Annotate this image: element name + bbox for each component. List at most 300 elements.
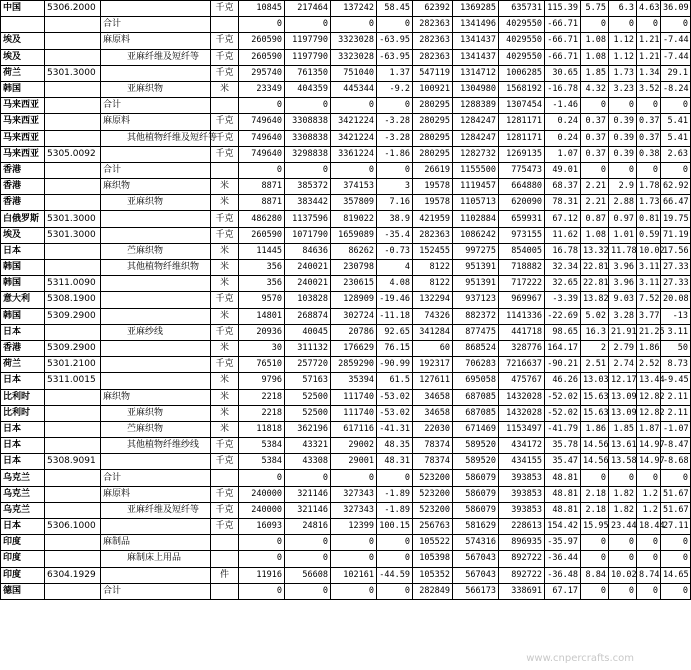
value-cell: 2.88 [609,195,637,211]
value-cell: 0.39 [609,114,637,130]
product-cell: 麻原料 [101,486,211,502]
table-row [1,195,691,211]
table-row [1,405,691,421]
hs-code-cell [45,405,101,421]
value-cell: 0 [661,98,691,114]
value-cell: 356 [239,260,285,276]
table-row [1,373,691,389]
value-cell: -1.07 [661,421,691,437]
value-cell: 11818 [239,421,285,437]
unit-cell: 米 [211,373,239,389]
value-cell: 404359 [285,81,331,97]
value-cell: 0 [285,17,331,33]
value-cell: 14801 [239,308,285,324]
value-cell: 1.82 [609,486,637,502]
value-cell: 0 [581,535,609,551]
value-cell: 393853 [499,486,545,502]
value-cell: 1.87 [637,421,661,437]
country-cell: 埃及 [1,33,45,49]
value-cell: 71.19 [661,227,691,243]
unit-cell: 米 [211,389,239,405]
table-row [1,33,691,49]
value-cell: 385372 [285,179,331,195]
hs-code-cell: 5301.3000 [45,65,101,81]
table-row [1,583,691,599]
value-cell: 5384 [239,438,285,454]
value-cell: 1.78 [637,179,661,195]
country-cell: 荷兰 [1,65,45,81]
value-cell: 21.91 [609,324,637,340]
table-row [1,454,691,470]
product-cell: 麻织物 [101,389,211,405]
value-cell: -52.02 [545,389,581,405]
value-cell: 4 [377,260,413,276]
product-cell [101,227,211,243]
value-cell: 717222 [499,276,545,292]
value-cell: 0 [331,535,377,551]
value-cell: 0 [377,470,413,486]
hs-code-cell [45,17,101,33]
value-cell: -36.44 [545,551,581,567]
value-cell: 76510 [239,357,285,373]
value-cell: 0.39 [609,130,637,146]
table-row [1,243,691,259]
table-row [1,17,691,33]
value-cell: 3 [377,179,413,195]
value-cell: -11.18 [377,308,413,324]
value-cell: 0.37 [637,114,661,130]
value-cell: 6.3 [609,1,637,17]
hs-code-cell [45,583,101,599]
hs-code-cell [45,502,101,518]
value-cell: 4029550 [499,33,545,49]
product-cell: 亚麻织物 [101,405,211,421]
hs-code-cell [45,179,101,195]
value-cell: 751040 [331,65,377,81]
value-cell: 4.63 [637,1,661,17]
unit-cell [211,470,239,486]
value-cell: 0 [637,98,661,114]
country-cell: 比利时 [1,389,45,405]
value-cell: 49.01 [545,162,581,178]
table-row [1,389,691,405]
hs-code-cell [45,470,101,486]
value-cell: 0 [661,162,691,178]
value-cell: 132294 [413,292,453,308]
value-cell: 137242 [331,1,377,17]
table-row [1,98,691,114]
unit-cell [211,583,239,599]
value-cell: -3.39 [545,292,581,308]
hs-code-cell [45,114,101,130]
product-cell: 亚麻织物 [101,195,211,211]
value-cell: 280295 [413,98,453,114]
value-cell: 9570 [239,292,285,308]
value-cell: 0 [377,551,413,567]
country-cell: 马来西亚 [1,98,45,114]
value-cell: -52.02 [545,405,581,421]
value-cell: 4029550 [499,17,545,33]
value-cell: 5384 [239,454,285,470]
hs-code-cell [45,98,101,114]
value-cell: 0 [609,535,637,551]
value-cell: 22.81 [581,260,609,276]
value-cell: 3.23 [609,81,637,97]
value-cell: 969967 [499,292,545,308]
value-cell: 4.08 [377,276,413,292]
value-cell: 620090 [499,195,545,211]
table-row [1,502,691,518]
value-cell: 1.37 [377,65,413,81]
value-cell: 13.82 [581,292,609,308]
value-cell: 3.52 [637,81,661,97]
value-cell: 14.65 [661,567,691,583]
value-cell: 0.59 [637,227,661,243]
value-cell: 3.96 [609,276,637,292]
value-cell: 695058 [453,373,499,389]
value-cell: 749640 [239,130,285,146]
value-cell: 8.74 [637,567,661,583]
country-cell: 中国 [1,1,45,17]
value-cell: 321146 [285,486,331,502]
country-cell: 香港 [1,340,45,356]
value-cell: -36.48 [545,567,581,583]
unit-cell: 千克 [211,438,239,454]
hs-code-cell [45,324,101,340]
value-cell: -7.44 [661,49,691,65]
product-cell [101,308,211,324]
value-cell: 0 [377,98,413,114]
value-cell: -90.21 [545,357,581,373]
value-cell: 192317 [413,357,453,373]
value-cell: 0.81 [637,211,661,227]
value-cell: 295740 [239,65,285,81]
product-cell: 麻制品 [101,535,211,551]
value-cell: 1432028 [499,405,545,421]
value-cell: 35.47 [545,454,581,470]
value-cell: 5.02 [581,308,609,324]
value-cell: 48.35 [377,438,413,454]
value-cell: 86262 [331,243,377,259]
value-cell: 1119457 [453,179,499,195]
value-cell: 100.15 [377,519,413,535]
value-cell: 1.34 [637,65,661,81]
value-cell: 13.61 [609,438,637,454]
value-cell: 589520 [453,438,499,454]
value-cell: 0 [285,162,331,178]
value-cell: 68.37 [545,179,581,195]
value-cell: 3421224 [331,114,377,130]
value-cell: 2.18 [581,502,609,518]
unit-cell: 千克 [211,49,239,65]
product-cell: 苎麻织物 [101,421,211,437]
value-cell: 973155 [499,227,545,243]
table-row [1,114,691,130]
value-cell: 441718 [499,324,545,340]
value-cell: 1105713 [453,195,499,211]
value-cell: 718882 [499,260,545,276]
value-cell: -9.2 [377,81,413,97]
table-row [1,130,691,146]
value-cell: 240000 [239,502,285,518]
value-cell: 328776 [499,340,545,356]
value-cell: 21.25 [637,324,661,340]
value-cell: 0.37 [581,114,609,130]
product-cell: 亚麻纱线 [101,324,211,340]
value-cell: 0 [609,583,637,599]
value-cell: 12399 [331,519,377,535]
value-cell: 1284247 [453,130,499,146]
value-cell: 617116 [331,421,377,437]
hs-code-cell [45,486,101,502]
value-cell: 154.42 [545,519,581,535]
unit-cell: 千克 [211,486,239,502]
value-cell: 8871 [239,195,285,211]
value-cell: 7.52 [637,292,661,308]
value-cell: 1197790 [285,49,331,65]
value-cell: 43321 [285,438,331,454]
table-row [1,486,691,502]
table-row [1,260,691,276]
value-cell: 635731 [499,1,545,17]
value-cell: 0 [285,583,331,599]
value-cell: 2.11 [661,405,691,421]
value-cell: 1102884 [453,211,499,227]
product-cell [101,454,211,470]
value-cell: 393853 [499,502,545,518]
value-cell: 14.56 [581,438,609,454]
value-cell: 0 [609,162,637,178]
value-cell: 51.67 [661,486,691,502]
product-cell [101,357,211,373]
product-cell: 亚麻纤维及短纤等 [101,502,211,518]
value-cell: 0 [661,583,691,599]
hs-code-cell [45,260,101,276]
hs-code-cell [45,421,101,437]
value-cell: 0.37 [581,130,609,146]
value-cell: -3.28 [377,114,413,130]
value-cell: 567043 [453,567,499,583]
value-cell: 2.21 [581,195,609,211]
value-cell: 35.78 [545,438,581,454]
value-cell: 67.17 [545,583,581,599]
value-cell: 0 [581,17,609,33]
value-cell: 434155 [499,454,545,470]
value-cell: -53.02 [377,405,413,421]
value-cell: 18.44 [637,519,661,535]
product-cell [101,373,211,389]
value-cell: 0 [285,470,331,486]
value-cell: 260590 [239,227,285,243]
value-cell: 51.67 [661,502,691,518]
table-row [1,340,691,356]
value-cell: -44.59 [377,567,413,583]
value-cell: -1.89 [377,486,413,502]
value-cell: 62.92 [661,179,691,195]
value-cell: 0 [285,551,331,567]
value-cell: 0 [285,98,331,114]
value-cell: 34658 [413,389,453,405]
unit-cell: 米 [211,308,239,324]
value-cell: 706283 [453,357,499,373]
value-cell: 48.31 [377,454,413,470]
table-row [1,146,691,162]
value-cell: 749640 [239,146,285,162]
value-cell: 0.24 [545,130,581,146]
hs-code-cell [45,49,101,65]
value-cell: 586079 [453,486,499,502]
value-cell: 15.63 [581,389,609,405]
value-cell: 302724 [331,308,377,324]
value-cell: 1.08 [581,33,609,49]
value-cell: 0 [581,583,609,599]
value-cell: 0 [637,470,661,486]
value-cell: 19.75 [661,211,691,227]
country-cell: 香港 [1,195,45,211]
value-cell: 11.78 [609,243,637,259]
value-cell: 0 [661,17,691,33]
value-cell: -63.95 [377,33,413,49]
value-cell: 951391 [453,260,499,276]
value-cell: 0 [239,551,285,567]
value-cell: -8.24 [661,81,691,97]
table-row [1,276,691,292]
country-cell: 埃及 [1,227,45,243]
value-cell: 22.81 [581,276,609,292]
product-cell [101,65,211,81]
value-cell: 5.41 [661,130,691,146]
value-cell: 30 [239,340,285,356]
hs-code-cell: 5308.9091 [45,454,101,470]
value-cell: 20.08 [661,292,691,308]
hs-code-cell: 5311.0015 [45,373,101,389]
value-cell: -66.71 [545,49,581,65]
value-cell: 48.81 [545,486,581,502]
value-cell: 1432028 [499,389,545,405]
value-cell: 14.97 [637,438,661,454]
value-cell: 1.82 [609,502,637,518]
value-cell: 0 [581,98,609,114]
product-cell: 其他植物纤维纱线 [101,438,211,454]
value-cell: 882372 [453,308,499,324]
value-cell: -9.45 [661,373,691,389]
table-row [1,519,691,535]
value-cell: 105398 [413,551,453,567]
unit-cell: 千克 [211,33,239,49]
value-cell: 1.86 [581,421,609,437]
hs-code-cell: 5308.1900 [45,292,101,308]
country-cell: 印度 [1,551,45,567]
value-cell: 1.2 [637,486,661,502]
country-cell: 比利时 [1,405,45,421]
value-cell: 3361224 [331,146,377,162]
table-row [1,49,691,65]
value-cell: 16.3 [581,324,609,340]
value-cell: 1341437 [453,49,499,65]
value-cell: 1568192 [499,81,545,97]
table-body [1,1,691,600]
value-cell: 0 [377,535,413,551]
value-cell: -1.86 [377,146,413,162]
value-cell: 0 [637,551,661,567]
unit-cell: 米 [211,421,239,437]
value-cell: 3.28 [609,308,637,324]
value-cell: 659931 [499,211,545,227]
value-cell: 13.32 [581,243,609,259]
value-cell: 34658 [413,405,453,421]
value-cell: 268874 [285,308,331,324]
value-cell: -90.99 [377,357,413,373]
value-cell: 76.15 [377,340,413,356]
table-row [1,81,691,97]
value-cell: 5.41 [661,114,691,130]
value-cell: 1.01 [609,227,637,243]
hs-code-cell: 5306.1000 [45,519,101,535]
country-cell: 埃及 [1,49,45,65]
unit-cell: 米 [211,81,239,97]
value-cell: 29002 [331,438,377,454]
value-cell: 3308838 [285,114,331,130]
country-cell: 荷兰 [1,357,45,373]
unit-cell: 千克 [211,292,239,308]
value-cell: 1155500 [453,162,499,178]
value-cell: 176629 [331,340,377,356]
value-cell: 854005 [499,243,545,259]
value-cell: 356 [239,276,285,292]
hs-code-cell: 5301.3000 [45,227,101,243]
table-row [1,211,691,227]
table-row [1,162,691,178]
value-cell: 17.56 [661,243,691,259]
value-cell: 52500 [285,389,331,405]
value-cell: 374153 [331,179,377,195]
value-cell: 3.11 [637,260,661,276]
value-cell: 547119 [413,65,453,81]
value-cell: 3.77 [637,308,661,324]
table-row [1,65,691,81]
table-row [1,227,691,243]
value-cell: 61.5 [377,373,413,389]
table-row [1,357,691,373]
value-cell: 1.86 [637,340,661,356]
value-cell: 16093 [239,519,285,535]
value-cell: 1137596 [285,211,331,227]
value-cell: 775473 [499,162,545,178]
value-cell: 338691 [499,583,545,599]
unit-cell: 千克 [211,114,239,130]
country-cell: 印度 [1,567,45,583]
value-cell: 40045 [285,324,331,340]
value-cell: 230798 [331,260,377,276]
value-cell: 240021 [285,276,331,292]
value-cell: -16.78 [545,81,581,97]
product-cell [101,292,211,308]
country-cell: 香港 [1,179,45,195]
value-cell: -35.97 [545,535,581,551]
value-cell: 3.96 [609,260,637,276]
value-cell: 0 [239,470,285,486]
value-cell: 260590 [239,33,285,49]
value-cell: 12.17 [609,373,637,389]
value-cell: 78.31 [545,195,581,211]
country-cell: 马来西亚 [1,146,45,162]
value-cell: 1304980 [453,81,499,97]
value-cell: 164.17 [545,340,581,356]
product-cell [101,211,211,227]
value-cell: 362196 [285,421,331,437]
value-cell: -41.31 [377,421,413,437]
value-cell: 2.11 [661,389,691,405]
